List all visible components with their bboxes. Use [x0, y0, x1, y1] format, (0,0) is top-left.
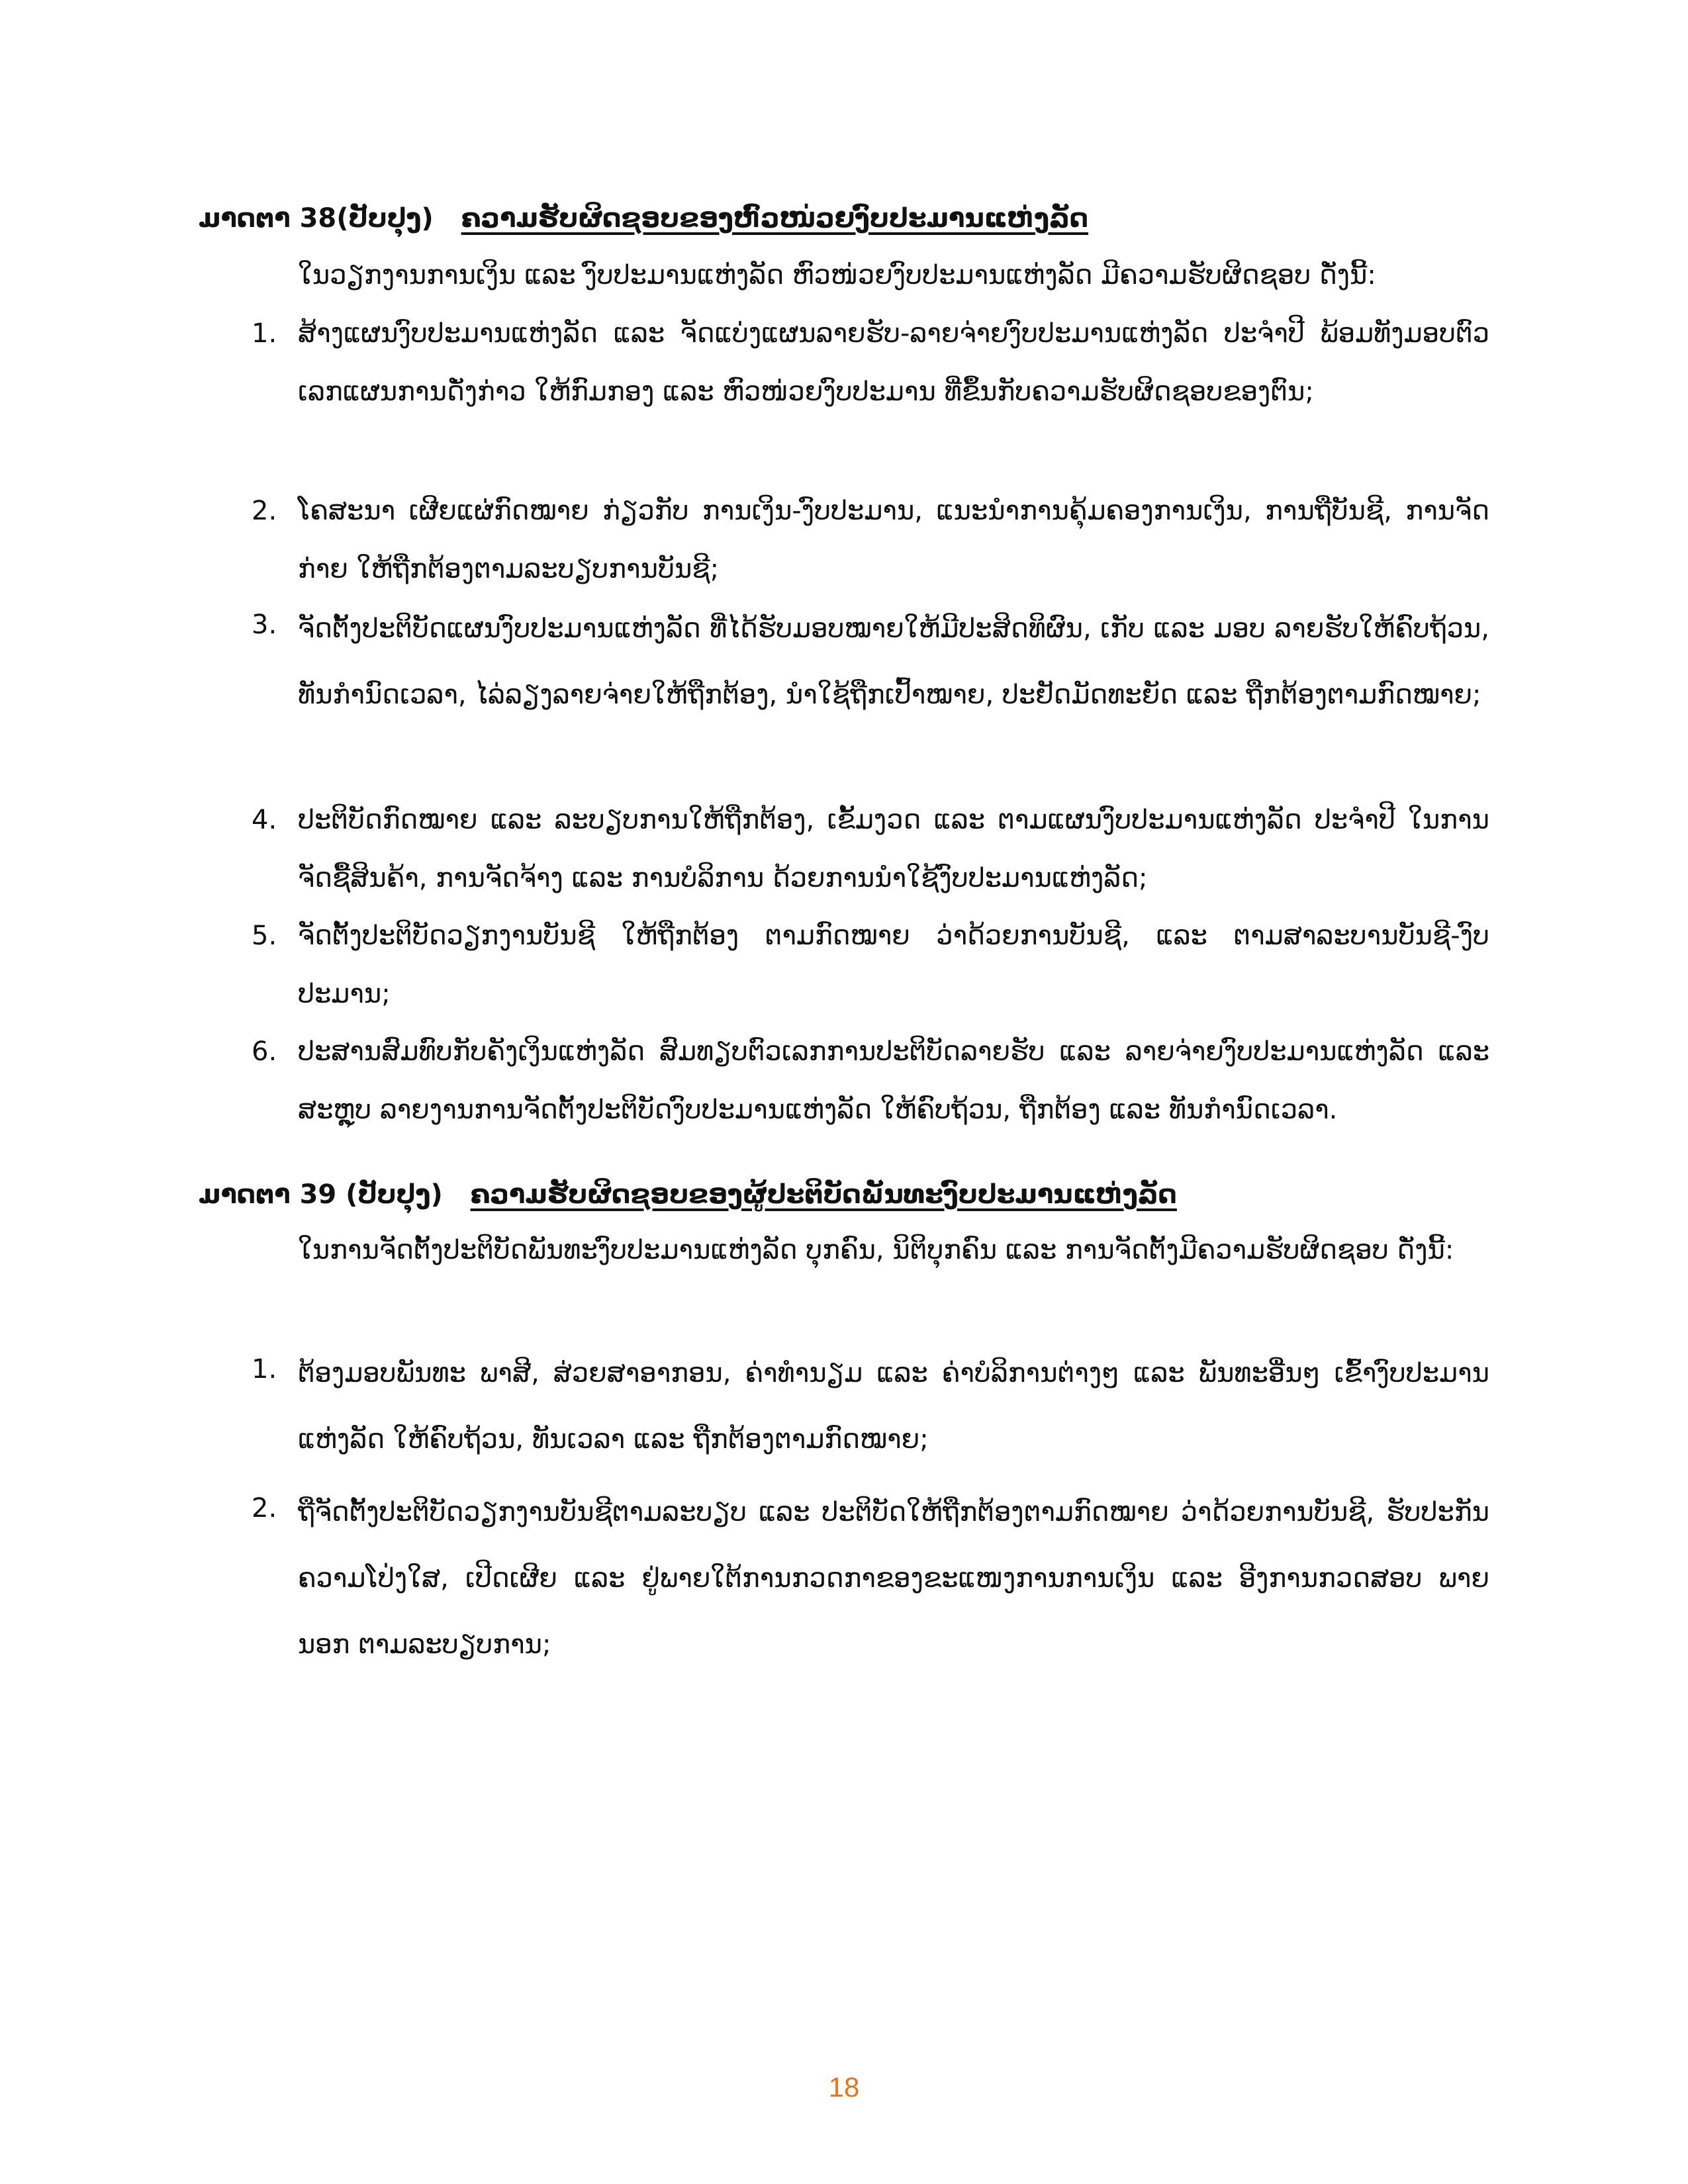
item-number: 1.	[252, 318, 277, 349]
article-39-item-1	[252, 1340, 1489, 1473]
item-text: ປະຕິບັດກົດໝາຍ ແລະ ລະບຽບການໃຫ້ຖືກຕ້ອງ, ເຂັ້ມງວດ ແລະ ຕາມແຜນງົບປະມານແຫ່ງລັດ ປະຈຳປີ ໃນການຈັດຊື້ສິນຄ້າ, ການຈັດຈ້າງ ແລະ ການບໍລິການ ດ້ວຍການນຳໃຊ້ງົບປະມານແຫ່ງລັດ;	[298, 805, 1489, 893]
article-38-item-3	[252, 596, 1489, 728]
article-38-heading	[199, 199, 1088, 238]
article-38-item-5	[252, 907, 1489, 1023]
article-38-item-2	[252, 482, 1489, 598]
item-text: ຖືຈັດຕັ້ງປະຕິບັດວຽກງານບັນຊີຕາມລະບຽບ ແລະ ປະຕິບັດໃຫ້ຖືກຕ້ອງຕາມກົດໝາຍ ວ່າດ້ວຍການບັນຊີ, ຮັບປະກັນຄວາມໂປ່ງໃສ, ເປີດເຜີຍ ແລະ ຢູ່ພາຍໃຕ້ການກວດກາຂອງຂະແໜງການການເງິນ ແລະ ອີງການກວດສອບ ພາຍນອກ ຕາມລະບຽບການ;	[298, 1497, 1489, 1660]
item-text: ປະສານສົມທົບກັບຄັງເງິນແຫ່ງລັດ ສົມທຽບຕົວເລກການປະຕິບັດລາຍຮັບ ແລະ ລາຍຈ່າຍງົບປະມານແຫ່ງລັດ ແລະ ສະຫຼຸບ ລາຍງານການຈັດຕັ້ງປະຕິບັດງົບປະມານແຫ່ງລັດ ໃຫ້ຄົບຖ້ວນ, ຖືກຕ້ອງ ແລະ ທັນກຳນົດເວລາ.	[298, 1036, 1489, 1125]
article-38-intro: ໃນວຽກງານການເງິນ ແລະ ງົບປະມານແຫ່ງລັດ ຫົວໜ່ວຍງົບປະມານແຫ່ງລັດ ມີຄວາມຮັບຜິດຊອບ ດັ່ງນີ້:	[298, 260, 1376, 291]
item-number: 3.	[252, 610, 277, 640]
article-38-title: ຄວາມຮັບຜິດຊອບຂອງຫົວໜ່ວຍງົບປະມານແຫ່ງລັດ	[461, 203, 1089, 234]
article-38-item-6	[252, 1023, 1489, 1139]
page-number: 18	[828, 2071, 860, 2103]
article-39-intro: ໃນການຈັດຕັ້ງປະຕິບັດພັນທະງົບປະມານແຫ່ງລັດ ບຸກຄົນ, ນິຕິບຸກຄົນ ແລະ ການຈັດຕັ້ງມີຄວາມຮັບຜິດຊອບ ດັ່ງນີ້:	[298, 1235, 1454, 1265]
article-39-label: ມາດຕາ 39 (ປັບປຸງ)	[199, 1179, 443, 1210]
article-38-label: ມາດຕາ 38(ປັບປຸງ)	[199, 203, 434, 234]
item-text: ຕ້ອງມອບພັນທະ ພາສີ, ສ່ວຍສາອາກອນ, ຄ່າທຳນຽມ ແລະ ຄ່າບໍລິການຕ່າງໆ ແລະ ພັນທະອື່ນໆ ເຂົ້າງົບປະມານແຫ່ງລັດ ໃຫ້ຄົບຖ້ວນ, ທັນເວລາ ແລະ ຖືກຕ້ອງຕາມກົດໝາຍ;	[298, 1358, 1489, 1455]
item-number: 4.	[252, 805, 277, 835]
item-text: ຈັດຕັ້ງປະຕິບັດແຜນງົບປະມານແຫ່ງລັດ ທີ່ໄດ້ຮັບມອບໝາຍໃຫ້ມີປະສິດທິຜົນ, ເກັບ ແລະ ມອບ ລາຍຮັບໃຫ້ຄົບຖ້ວນ, ທັນກຳນົດເວລາ, ໄລ່ລຽງລາຍຈ່າຍໃຫ້ຖືກຕ້ອງ, ນຳໃຊ້ຖືກເປົ້າໝາຍ, ປະຢັດມັດທະຍັດ ແລະ ຖືກຕ້ອງຕາມກົດໝາຍ;	[298, 614, 1489, 710]
item-number: 2.	[252, 1493, 277, 1524]
article-39-title: ຄວາມຮັບຜິດຊອບຂອງຜູ້ປະຕິບັດພັນທະງົບປະມານແຫ່ງລັດ	[470, 1179, 1177, 1210]
item-text: ຈັດຕັ້ງປະຕິບັດວຽກງານບັນຊີ ໃຫ້ຖືກຕ້ອງ ຕາມກົດໝາຍ ວ່າດ້ວຍການບັນຊີ, ແລະ ຕາມສາລະບານບັນຊີ-ງົບປະມານ;	[298, 921, 1489, 1009]
item-text: ສ້າງແຜນງົບປະມານແຫ່ງລັດ ແລະ ຈັດແບ່ງແຜນລາຍຮັບ-ລາຍຈ່າຍງົບປະມານແຫ່ງລັດ ປະຈຳປີ ພ້ອມທັງມອບຕົວເລກແຜນການດັ່ງກ່າວ ໃຫ້ກົມກອງ ແລະ ຫົວໜ່ວຍງົບປະມານ ທີ່ຂຶ້ນກັບຄວາມຮັບຜິດຊອບຂອງຕົນ;	[298, 318, 1489, 407]
article-39-heading	[199, 1175, 1177, 1214]
item-number: 1.	[252, 1354, 277, 1385]
article-38-item-4	[252, 791, 1489, 907]
article-39-item-2	[252, 1479, 1489, 1678]
item-number: 6.	[252, 1036, 277, 1067]
item-text: ໂຄສະນາ ເຜີຍແຜ່ກົດໝາຍ ກ່ຽວກັບ ການເງິນ-ງົບປະມານ, ແນະນຳການຄຸ້ມຄອງການເງິນ, ການຖືບັນຊີ, ການຈັດກ່າຍ ໃຫ້ຖືກຕ້ອງຕາມລະບຽບການບັນຊີ;	[298, 496, 1489, 584]
item-number: 2.	[252, 496, 277, 526]
article-38-item-1	[252, 304, 1489, 421]
item-number: 5.	[252, 921, 277, 951]
